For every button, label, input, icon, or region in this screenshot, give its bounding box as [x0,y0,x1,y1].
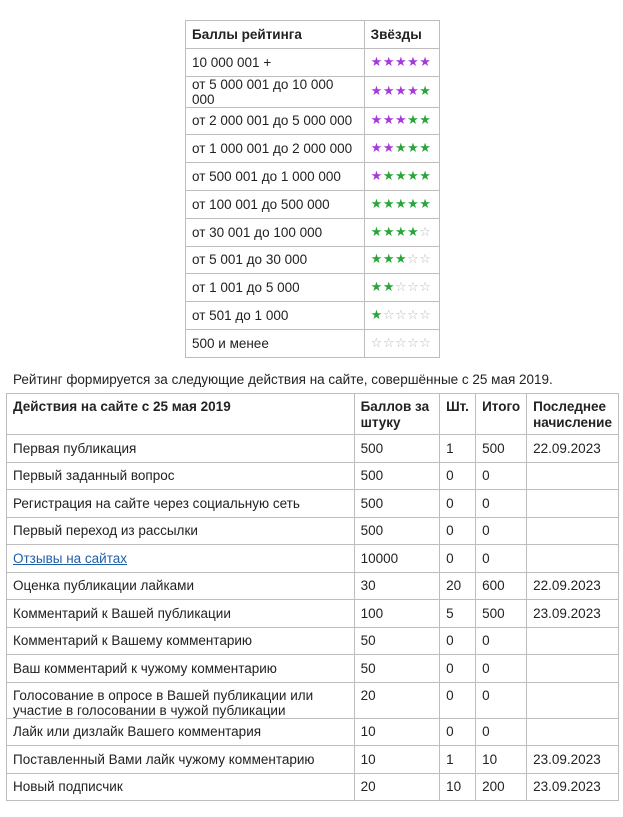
actions-header-row [7,394,619,435]
action-count: 0 [440,545,476,573]
empty-star-icon: ☆ [394,308,408,324]
purple-star-icon: ★ [370,84,383,100]
green-star-icon: ★ [394,141,408,157]
purple-star-icon: ★ [382,54,395,70]
action-points: 10 [354,746,440,774]
empty-star-icon: ☆ [419,252,432,268]
action-total: 0 [476,718,527,746]
action-points: 50 [354,627,440,655]
action-last-date: 22.09.2023 [527,435,619,463]
empty-star-icon: ☆ [419,335,432,351]
rating-stars [364,163,439,191]
action-last-date: 23.09.2023 [527,773,619,801]
empty-star-icon: ☆ [407,308,420,324]
rating-row [186,190,440,218]
rating-range: от 30 001 до 100 000 [186,218,365,246]
empty-star-icon: ☆ [419,280,432,296]
action-last-date [527,490,619,518]
action-total: 0 [476,490,527,518]
green-star-icon: ★ [407,224,420,240]
action-count: 0 [440,682,476,718]
actions-row [7,462,619,490]
action-points: 500 [354,517,440,545]
action-count: 5 [440,600,476,628]
action-points: 20 [354,773,440,801]
action-total: 0 [476,517,527,545]
action-points: 500 [354,435,440,463]
rating-header-row [186,21,440,49]
action-count: 0 [440,490,476,518]
actions-header-last: Последнее начисление [527,394,619,435]
actions-row [7,655,619,683]
action-total: 0 [476,545,527,573]
actions-row [7,627,619,655]
purple-star-icon: ★ [370,141,383,157]
action-points: 30 [354,572,440,600]
empty-star-icon: ☆ [370,335,383,351]
actions-row [7,517,619,545]
action-count: 0 [440,627,476,655]
green-star-icon: ★ [419,84,432,100]
rating-row [186,48,440,76]
rating-row [186,274,440,302]
rating-range: от 501 до 1 000 [186,302,365,330]
action-last-date: 23.09.2023 [527,600,619,628]
purple-star-icon: ★ [394,84,408,100]
action-last-date [527,517,619,545]
purple-star-icon: ★ [370,113,383,129]
green-star-icon: ★ [407,141,420,157]
rating-range: 10 000 001 + [186,48,365,76]
rating-stars [364,107,439,135]
action-total: 500 [476,435,527,463]
rating-range: от 500 001 до 1 000 000 [186,163,365,191]
rating-header-stars: Звёзды [364,21,439,49]
purple-star-icon: ★ [382,113,395,129]
green-star-icon: ★ [394,252,408,268]
action-last-date: 23.09.2023 [527,746,619,774]
purple-star-icon: ★ [382,84,395,100]
rating-row [186,246,440,274]
action-name: Голосование в опросе в Вашей публикации или участие в голосовании в чужой публикации [7,682,355,718]
empty-star-icon: ☆ [407,252,420,268]
rating-stars [364,190,439,218]
action-points: 50 [354,655,440,683]
action-name: Первый заданный вопрос [7,462,355,490]
green-star-icon: ★ [370,252,383,268]
rating-row [186,218,440,246]
green-star-icon: ★ [407,196,420,212]
action-total: 0 [476,682,527,718]
purple-star-icon: ★ [407,84,420,100]
rating-stars [364,246,439,274]
action-total: 200 [476,773,527,801]
green-star-icon: ★ [419,196,432,212]
action-total: 0 [476,627,527,655]
actions-row [7,490,619,518]
rating-range: от 5 001 до 30 000 [186,246,365,274]
rating-intro-text: Рейтинг формируется за следующие действия на сайте, совершённые с 25 мая 2019. [13,372,553,387]
rating-stars [364,135,439,163]
rating-header-points: Баллы рейтинга [186,21,365,49]
rating-stars [364,329,439,357]
action-last-date [527,718,619,746]
rating-row [186,302,440,330]
purple-star-icon: ★ [370,54,383,70]
action-points: 20 [354,682,440,718]
purple-star-icon: ★ [382,141,395,157]
actions-row [7,600,619,628]
green-star-icon: ★ [394,196,408,212]
rating-stars [364,76,439,107]
rating-stars [364,48,439,76]
purple-star-icon: ★ [370,169,383,185]
empty-star-icon: ☆ [394,280,408,296]
purple-star-icon: ★ [394,54,408,70]
action-points: 10 [354,718,440,746]
purple-star-icon: ★ [394,113,408,129]
green-star-icon: ★ [382,169,395,185]
green-star-icon: ★ [394,169,408,185]
action-points: 100 [354,600,440,628]
action-last-date [527,627,619,655]
green-star-icon: ★ [370,224,383,240]
actions-row [7,435,619,463]
action-last-date: 22.09.2023 [527,572,619,600]
rating-row [186,329,440,357]
action-points: 500 [354,490,440,518]
empty-star-icon: ☆ [407,280,420,296]
rating-table [185,20,440,358]
actions-header-points: Баллов за штуку [354,394,440,435]
green-star-icon: ★ [382,196,395,212]
rating-range: от 1 001 до 5 000 [186,274,365,302]
actions-row [7,545,619,573]
action-count: 1 [440,435,476,463]
action-last-date [527,462,619,490]
actions-table [6,393,619,801]
action-name: Комментарий к Вашей публикации [7,600,355,628]
green-star-icon: ★ [419,141,432,157]
action-total: 500 [476,600,527,628]
rating-stars [364,302,439,330]
rating-range: от 1 000 001 до 2 000 000 [186,135,365,163]
green-star-icon: ★ [370,280,383,296]
action-total: 600 [476,572,527,600]
green-star-icon: ★ [419,169,432,185]
action-name: Новый подписчик [7,773,355,801]
action-last-date [527,545,619,573]
green-star-icon: ★ [382,224,395,240]
action-name: Оценка публикации лайками [7,572,355,600]
actions-row [7,572,619,600]
action-points: 10000 [354,545,440,573]
action-last-date [527,682,619,718]
rating-stars [364,218,439,246]
empty-star-icon: ☆ [394,335,408,351]
rating-stars [364,274,439,302]
empty-star-icon: ☆ [382,308,395,324]
rating-range: от 100 001 до 500 000 [186,190,365,218]
action-count: 0 [440,655,476,683]
rating-range: 500 и менее [186,329,365,357]
purple-star-icon: ★ [407,54,420,70]
rating-row [186,135,440,163]
green-star-icon: ★ [370,308,383,324]
rating-row [186,76,440,107]
green-star-icon: ★ [370,196,383,212]
action-name: Первая публикация [7,435,355,463]
action-count: 0 [440,718,476,746]
green-star-icon: ★ [382,280,395,296]
action-name: Комментарий к Вашему комментарию [7,627,355,655]
action-count: 20 [440,572,476,600]
actions-header-action: Действия на сайте с 25 мая 2019 [7,394,355,435]
actions-header-total: Итого [476,394,527,435]
green-star-icon: ★ [419,113,432,129]
action-name: Ваш комментарий к чужому комментарию [7,655,355,683]
action-count: 0 [440,517,476,545]
action-count: 0 [440,462,476,490]
actions-header-count: Шт. [440,394,476,435]
action-count: 10 [440,773,476,801]
action-points: 500 [354,462,440,490]
green-star-icon: ★ [407,169,420,185]
action-total: 10 [476,746,527,774]
empty-star-icon: ☆ [407,335,420,351]
green-star-icon: ★ [394,224,408,240]
green-star-icon: ★ [382,252,395,268]
action-last-date [527,655,619,683]
actions-row [7,746,619,774]
actions-row [7,773,619,801]
empty-star-icon: ☆ [382,335,395,351]
action-name: Лайк или дизлайк Вашего комментария [7,718,355,746]
action-name [7,545,355,573]
rating-row [186,163,440,191]
action-name: Первый переход из рассылки [7,517,355,545]
action-name: Поставленный Вами лайк чужому комментарию [7,746,355,774]
rating-range: от 5 000 001 до 10 000 000 [186,76,365,107]
actions-row [7,718,619,746]
purple-star-icon: ★ [419,54,432,70]
empty-star-icon: ☆ [419,308,432,324]
rating-range: от 2 000 001 до 5 000 000 [186,107,365,135]
actions-row [7,682,619,718]
action-total: 0 [476,655,527,683]
empty-star-icon: ☆ [419,224,432,240]
reviews-link[interactable]: Отзывы на сайтах [13,550,128,566]
green-star-icon: ★ [407,113,420,129]
action-name: Регистрация на сайте через социальную сеть [7,490,355,518]
action-count: 1 [440,746,476,774]
rating-row [186,107,440,135]
action-total: 0 [476,462,527,490]
